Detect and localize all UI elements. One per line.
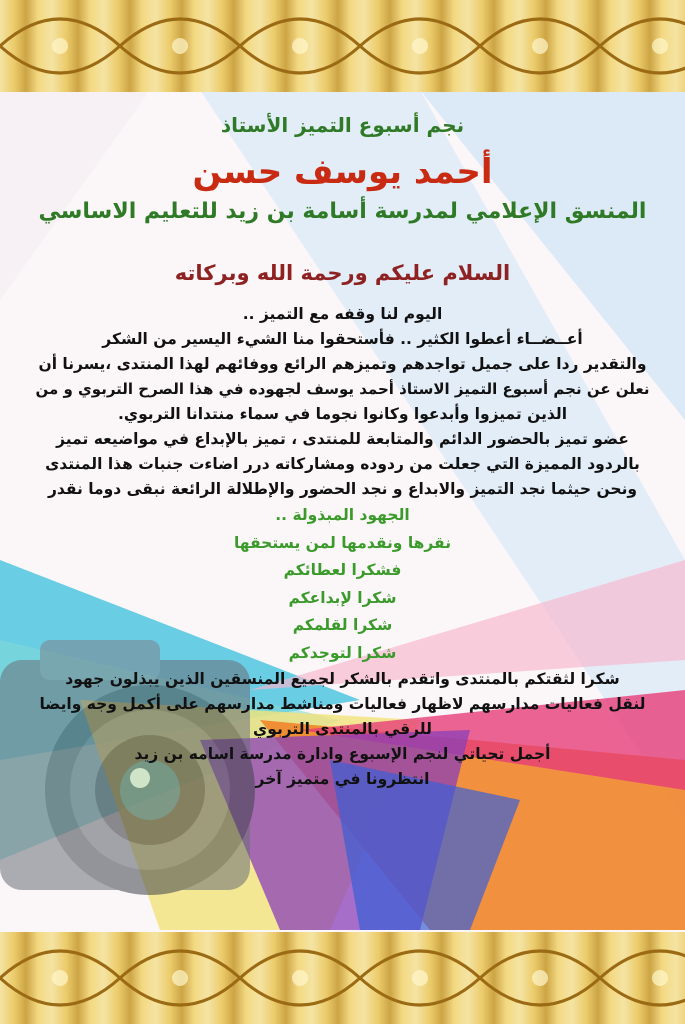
certificate-content: [28, 110, 657, 792]
thanks-line: شكرا لتوجدكم: [288, 643, 397, 662]
thanks-line: نقرها ونقدمها لمن يستحقها: [233, 533, 452, 552]
closing-line: لنقل فعاليات مدارسهم لاظهار فعاليات ومناشط مدارسهم على أكمل وجه وايضا: [39, 695, 646, 713]
honoree-school: المنسق الإعلامي لمدرسة أسامة بن زيد للتعليم الاساسي: [38, 199, 647, 224]
gold-ornament-icon: [0, 0, 685, 92]
closing-paragraph: [28, 667, 657, 792]
honoree-name: أحمد يوسف حسن: [192, 152, 493, 192]
bottom-ornament-border: [0, 932, 685, 1024]
thanks-line: شكرا لقلمكم: [292, 616, 393, 634]
closing-line: أجمل تحياتي لنجم الإسبوع وادارة مدرسة اسامه بن زيد: [134, 745, 551, 763]
body-line: ونحن حيثما نجد التميز والابداع و نجد الحضور والإطلالة الرائعة نبقى دوما نقدر: [47, 480, 638, 498]
thanks-line: فشكرا لعطائكم: [283, 561, 402, 579]
gold-ornament-icon: [0, 932, 685, 1024]
award-subtitle: نجم أسبوع التميز الأستاذ: [220, 113, 465, 137]
thanks-list: [28, 502, 657, 667]
body-paragraph: [28, 302, 657, 502]
body-line: الذين تميزوا وأبدعوا وكانوا نجوما في سماء منتدانا التربوي.: [117, 405, 568, 423]
body-line: بالردود المميزة التي جعلت من ردوده ومشاركاته درر اضاءت جنبات هذا المنتدى: [45, 455, 640, 473]
closing-line: للرقي بالمنتدى التربوي: [253, 720, 432, 738]
body-line: عضو تميز بالحضور الدائم والمتابعة للمنتدى ، تميز بالإبداع في مواضيعه تميز: [56, 430, 629, 448]
closing-line: شكرا لثقتكم بالمنتدى واتقدم بالشكر لجميع المنسقين الذين يبذلون جهود: [65, 670, 620, 688]
closing-line: انتظرونا في متميز آخر: [255, 770, 430, 788]
greeting: السلام عليكم ورحمة الله وبركاته: [174, 261, 511, 285]
top-ornament-border: [0, 0, 685, 92]
thanks-line: الجهود المبذولة ..: [275, 506, 410, 524]
body-line: نعلن عن نجم أسبوع التميز الاستاذ أحمد يوسف لجهوده في هذا الصرح التربوي و من: [35, 380, 650, 398]
thanks-line: شكرا لإبداعكم: [288, 588, 397, 607]
body-line: أعــضــاء أعطوا الكثير .. فأستحقوا منا الشيء اليسير من الشكر: [102, 330, 583, 348]
body-line: اليوم لنا وقفه مع التميز ..: [242, 305, 443, 323]
body-line: والتقدير ردا على جميل تواجدهم وتميزهم الرائع ووفائهم لهذا المنتدى ،يسرنا أن: [38, 355, 647, 373]
